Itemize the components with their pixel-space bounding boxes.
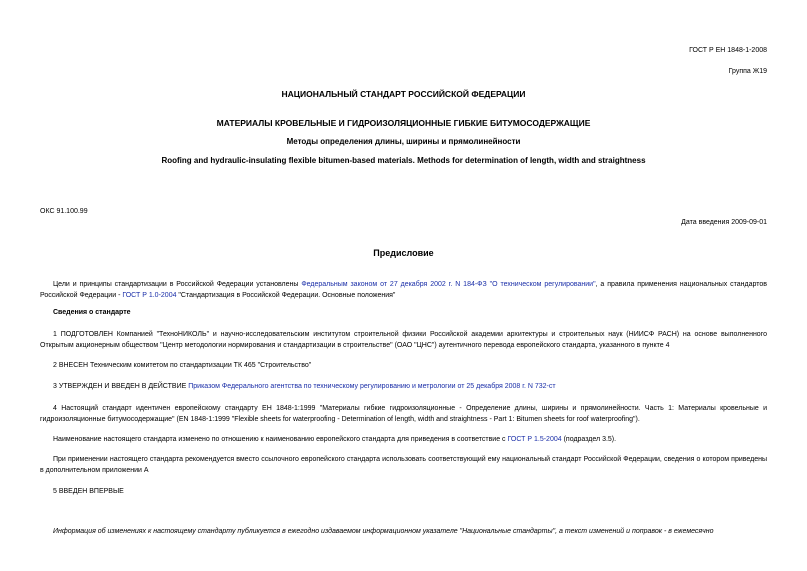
document-title-english: Roofing and hydraulic-insulating flexible bitumen-based materials. Methods for determination of length, width and straightness [161, 156, 646, 165]
introduction-date: Дата введения 2009-09-01 [681, 219, 767, 226]
info-item-1: 1 ПОДГОТОВЛЕН Компанией "ТехноНИКОЛЬ" и научно-исследовательским институтом строительной физики Российской академии архитектуры и строительных наук (НИИСФ РАСН) на основе выполненного Открытым акционерным обществом "Центр методологии нормирования и стандартизации в строительстве" (ОАО "ЦНС") аутентичного перевода европейского стандарта, указанного в пункте 4 [40, 331, 767, 349]
doc-group: Группа Ж19 [728, 68, 767, 75]
gost-r-1-5-link[interactable]: ГОСТ Р 1.5-2004 [507, 436, 562, 443]
info-item-4: 4 Настоящий стандарт идентичен европейскому стандарту ЕН 1848-1:1999 "Материалы гибкие гидроизоляционные - Определение длины, ширины и прямолинейности. Часть 1: Материалы кровельные и гидроизоляционные битумосодержащие" (EN 1848-1:1999 "Flexible sheets for waterproofing - Determination of length, width and straightness - Part 1: Bitumen sheets for roof waterproofing"). [40, 405, 767, 423]
preface-paragraph-1 [40, 279, 767, 301]
info-item-3 [40, 381, 767, 392]
preface-heading: Предисловие [373, 248, 434, 258]
rename-text-b: (подраздел 3.5). [561, 436, 617, 443]
order-link[interactable]: Приказом Федерального агентства по техническому регулированию и метрологии от 25 декабря 2008 г. N 732-ст [188, 383, 556, 390]
info-item-5: 5 ВВЕДЕН ВПЕРВЫЕ [53, 488, 124, 495]
document-title: МАТЕРИАЛЫ КРОВЕЛЬНЫЕ И ГИДРОИЗОЛЯЦИОННЫЕ ГИБКИЕ БИТУМОСОДЕРЖАЩИЕ [216, 118, 591, 128]
document-subtitle: Методы определения длины, ширины и прямолинейности [286, 137, 521, 146]
rename-text-a: Наименование настоящего стандарта изменено по отношению к наименованию европейского стандарта для приведения в соответствие с [53, 436, 508, 443]
doc-code: ГОСТ Р ЕН 1848-1-2008 [689, 47, 767, 54]
info-heading: Сведения о стандарте [53, 309, 131, 316]
preface-p1-text-a: Цели и принципы стандартизации в Российской Федерации установлены [53, 281, 302, 288]
preface-p1-text-b: , а правила применения национальных стандартов Российской Федерации - [40, 281, 767, 299]
rename-note [40, 434, 767, 445]
gost-r-1-0-link[interactable]: ГОСТ Р 1.0-2004 [122, 292, 177, 299]
info-item-3-text: 3 УТВЕРЖДЕН И ВВЕДЕН В ДЕЙСТВИЕ [53, 383, 189, 390]
info-item-2: 2 ВНЕСЕН Техническим комитетом по стандартизации ТК 465 "Строительство" [53, 362, 312, 369]
usage-note: При применении настоящего стандарта рекомендуется вместо ссылочного европейского стандарта использовать соответствующий ему национальный стандарт Российской Федерации, сведения о котором приведены в дополнительном приложении А [40, 456, 767, 474]
preface-p1-text-c: "Стандартизация в Российской Федерации. Основные положения" [176, 292, 396, 299]
federal-law-link[interactable]: Федеральным законом от 27 декабря 2002 г. N 184-ФЗ "О техническом регулировании" [301, 281, 596, 288]
changes-notice: Информация об изменениях к настоящему стандарту публикуется в ежегодно издаваемом информационном указателе "Национальные стандарты", а текст изменений и поправок - в ежемесячно [53, 528, 714, 535]
oks-code: ОКС 91.100.99 [40, 208, 88, 215]
national-standard-title: НАЦИОНАЛЬНЫЙ СТАНДАРТ РОССИЙСКОЙ ФЕДЕРАЦИИ [281, 89, 526, 99]
